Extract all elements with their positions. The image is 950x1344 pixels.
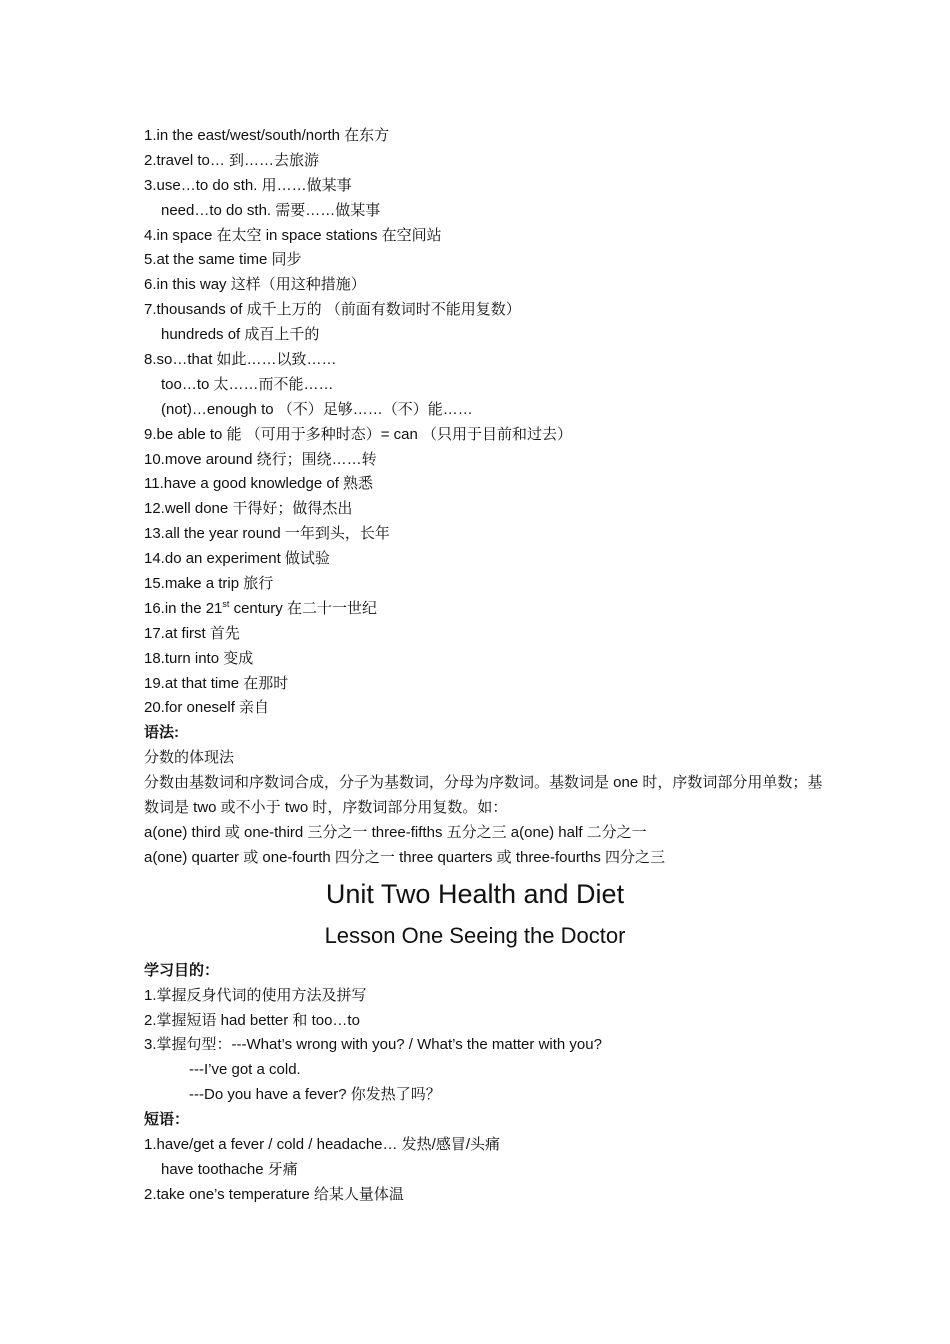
objective-line: 2.掌握短语 had better 和 too…to [144,1011,360,1029]
phrase-line: 11.have a good knowledge of 熟悉 [144,475,374,493]
phrase-line: 17.at first 首先 [144,624,240,642]
phrase-line: 19.at that time 在那时 [144,674,289,692]
phrase-line: 2.travel to… 到……去旅游 [144,151,320,169]
phrase-line: 7.thousands of 成千上万的 （前面有数词时不能用复数） [144,301,521,319]
phrase-line-sub: have toothache 牙痛 [161,1160,298,1178]
phrase-line: 6.in this way 这样（用这种措施） [144,276,366,294]
phrase-line [144,597,824,622]
grammar-heading: 语法: [144,724,179,742]
phrase-line: 4.in space 在太空 in space stations 在空间站 [144,226,442,244]
grammar-line: a(one) third 或 one-third 三分之一 three-fifths 五分之三 a(one) half 二分之一 [144,823,647,841]
document-page [144,124,824,1208]
ordinal-suffix: st [222,598,230,609]
phrases-heading: 短语： [144,1111,190,1129]
phrase-line-sub: need…to do sth. 需要……做某事 [161,201,381,219]
phrase-line: 8.so…that 如此……以致…… [144,351,337,369]
phrase-line: 18.turn into 变成 [144,649,254,667]
phrase-line-sub: hundreds of 成百上千的 [161,326,320,344]
grammar-line: 分数的体现法 [144,749,235,767]
phrase-line-sub: (not)…enough to （不）足够……（不）能…… [161,400,473,418]
phrase-16-post: century 在二十一世纪 [229,599,377,617]
phrase-line: 1.have/get a fever / cold / headache… 发热/感冒/头痛 [144,1135,501,1153]
phrase-line: 12.well done 干得好；做得杰出 [144,500,353,518]
phrase-line: 3.use…to do sth. 用……做某事 [144,176,352,194]
phrase-line: 9.be able to 能 （可用于多种时态）= can （只用于目前和过去） [144,425,573,443]
objective-line: 1.掌握反身代词的使用方法及拼写 [144,986,367,1004]
unit-title: Unit Two Health and Diet [325,878,625,909]
phrase-16-pre: 16.in the 21 [144,599,223,617]
objectives-heading: 学习目的： [144,961,220,979]
phrase-line: 20.for oneself 亲自 [144,699,270,717]
dialog-line: ---Do you have a fever? 你发热了吗？ [189,1086,441,1104]
phrase-line: 10.move around 绕行；围绕……转 [144,450,377,468]
dialog-line: ---I’ve got a cold. [189,1061,301,1079]
phrase-line: 15.make a trip 旅行 [144,575,274,593]
lesson-title: Lesson One Seeing the Doctor [324,922,626,948]
phrase-line: 1.in the east/west/south/north 在东方 [144,127,390,144]
objective-line: 3.掌握句型：---What’s wrong with you? / What’s the matter with you? [144,1036,602,1054]
grammar-line: a(one) quarter 或 one-fourth 四分之一 three quarters 或 three-fourths 四分之三 [144,848,666,866]
grammar-paragraph: 分数由基数词和序数词合成，分子为基数词，分母为序数词。基数词是 one 时，序数词部分用单数；基数词是 two 或不小于 two 时，序数词部分用复数。如： [144,774,823,817]
phrase-line: 5.at the same time 同步 [144,251,302,269]
phrase-line: 14.do an experiment 做试验 [144,550,330,568]
phrase-line: 13.all the year round 一年到头，长年 [144,525,390,543]
phrase-line: 2.take one’s temperature 给某人量体温 [144,1185,404,1203]
phrase-line-sub: too…to 太……而不能…… [161,375,334,393]
